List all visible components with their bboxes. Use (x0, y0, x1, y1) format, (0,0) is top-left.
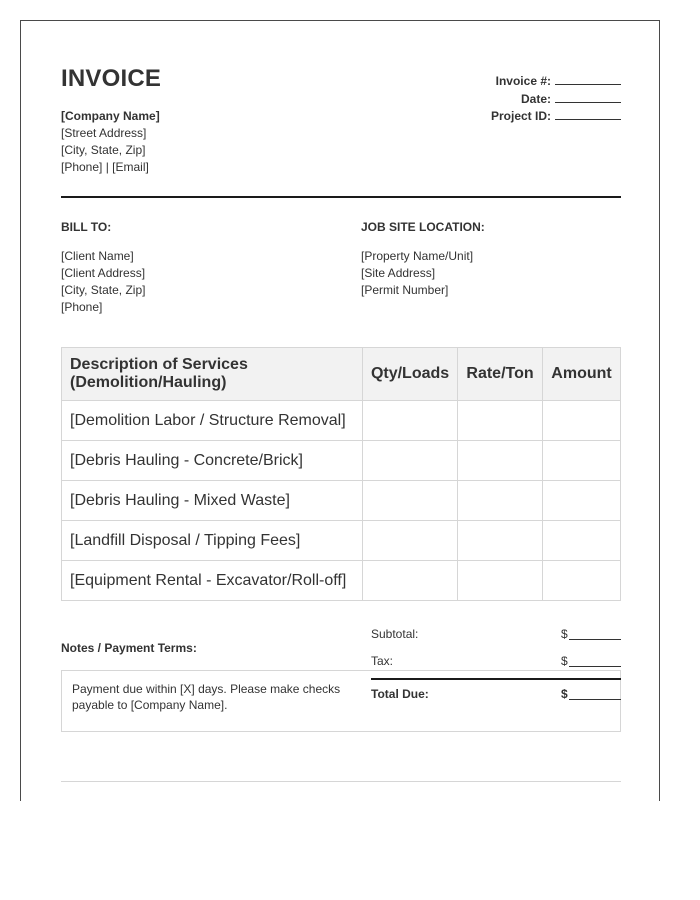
job-site-line: [Permit Number] (361, 283, 449, 297)
notes-heading: Notes / Payment Terms: (61, 641, 197, 655)
amount-cell[interactable] (543, 521, 621, 561)
bill-to-address (61, 248, 145, 316)
project-id-field[interactable] (555, 109, 621, 120)
rate-cell[interactable] (458, 561, 543, 601)
invoice-title: INVOICE (61, 65, 162, 92)
bill-to-line: [Phone] (61, 300, 103, 314)
service-description[interactable]: [Debris Hauling - Mixed Waste] (62, 481, 363, 521)
bill-to-line: [Client Name] (61, 249, 134, 263)
table-row (62, 481, 621, 521)
subtotal-field[interactable] (569, 627, 621, 640)
service-description[interactable]: [Equipment Rental - Excavator/Roll-off] (62, 561, 363, 601)
amount-cell[interactable] (543, 441, 621, 481)
total-due-field[interactable] (569, 687, 621, 700)
amount-cell[interactable] (543, 481, 621, 521)
tax-field[interactable] (569, 654, 621, 667)
col-header-qty: Qty/Loads (363, 348, 458, 401)
amount-cell[interactable] (543, 561, 621, 601)
service-description[interactable]: [Debris Hauling - Concrete/Brick] (62, 441, 363, 481)
tax-label: Tax: (371, 654, 394, 668)
subtotal-row (371, 627, 621, 643)
table-header-row (62, 348, 621, 401)
date-field[interactable] (555, 92, 621, 103)
subtotal-currency: $ (561, 627, 568, 641)
qty-cell[interactable] (363, 481, 458, 521)
table-row (62, 521, 621, 561)
job-site-address (361, 248, 473, 299)
col-header-amount: Amount (543, 348, 621, 401)
qty-cell[interactable] (363, 521, 458, 561)
job-site-line: [Property Name/Unit] (361, 249, 474, 263)
header-divider (61, 196, 621, 198)
company-street: [Street Address] (61, 126, 147, 140)
amount-cell[interactable] (543, 401, 621, 441)
total-due-currency: $ (561, 687, 568, 701)
rate-cell[interactable] (458, 521, 543, 561)
company-name: [Company Name] (61, 109, 160, 123)
qty-cell[interactable] (363, 441, 458, 481)
qty-cell[interactable] (363, 561, 458, 601)
total-divider (371, 678, 621, 680)
bill-to-heading: BILL TO: (61, 220, 112, 234)
col-header-description-line1: Description of Services (70, 356, 248, 373)
rate-cell[interactable] (458, 481, 543, 521)
subtotal-label: Subtotal: (371, 627, 419, 641)
tax-row (371, 654, 621, 670)
qty-cell[interactable] (363, 401, 458, 441)
table-row (62, 561, 621, 601)
total-due-label: Total Due: (371, 687, 429, 701)
company-city: [City, State, Zip] (61, 143, 146, 157)
notes-text: Payment due within [X] days. Please make checks payable to [Company Name]. (72, 682, 341, 712)
total-due-row (371, 687, 621, 703)
company-contact: [Phone] | [Email] (61, 160, 149, 174)
table-row (62, 401, 621, 441)
project-id-label: Project ID: (490, 109, 551, 123)
footer-divider (61, 781, 621, 782)
col-header-description-line2: (Demolition/Hauling) (70, 374, 227, 391)
rate-cell[interactable] (458, 441, 543, 481)
project-id-row (491, 108, 621, 126)
col-header-description (62, 348, 363, 401)
invoice-sheet (20, 20, 660, 801)
invoice-number-field[interactable] (555, 74, 621, 85)
col-header-rate: Rate/Ton (458, 348, 543, 401)
services-table (61, 347, 621, 601)
bill-to-line: [Client Address] (61, 266, 146, 280)
service-description[interactable]: [Landfill Disposal / Tipping Fees] (62, 521, 363, 561)
date-label: Date: (520, 91, 551, 106)
invoice-number-row (491, 73, 621, 91)
tax-currency: $ (561, 654, 568, 668)
invoice-meta (491, 73, 621, 126)
rate-cell[interactable] (458, 401, 543, 441)
job-site-line: [Site Address] (361, 266, 436, 280)
company-info (61, 108, 160, 176)
table-row (62, 441, 621, 481)
bill-to-line: [City, State, Zip] (61, 283, 146, 297)
invoice-number-label: Invoice #: (495, 74, 551, 88)
date-row (491, 91, 621, 109)
job-site-heading: JOB SITE LOCATION: (361, 220, 485, 234)
service-description[interactable]: [Demolition Labor / Structure Removal] (62, 401, 363, 441)
